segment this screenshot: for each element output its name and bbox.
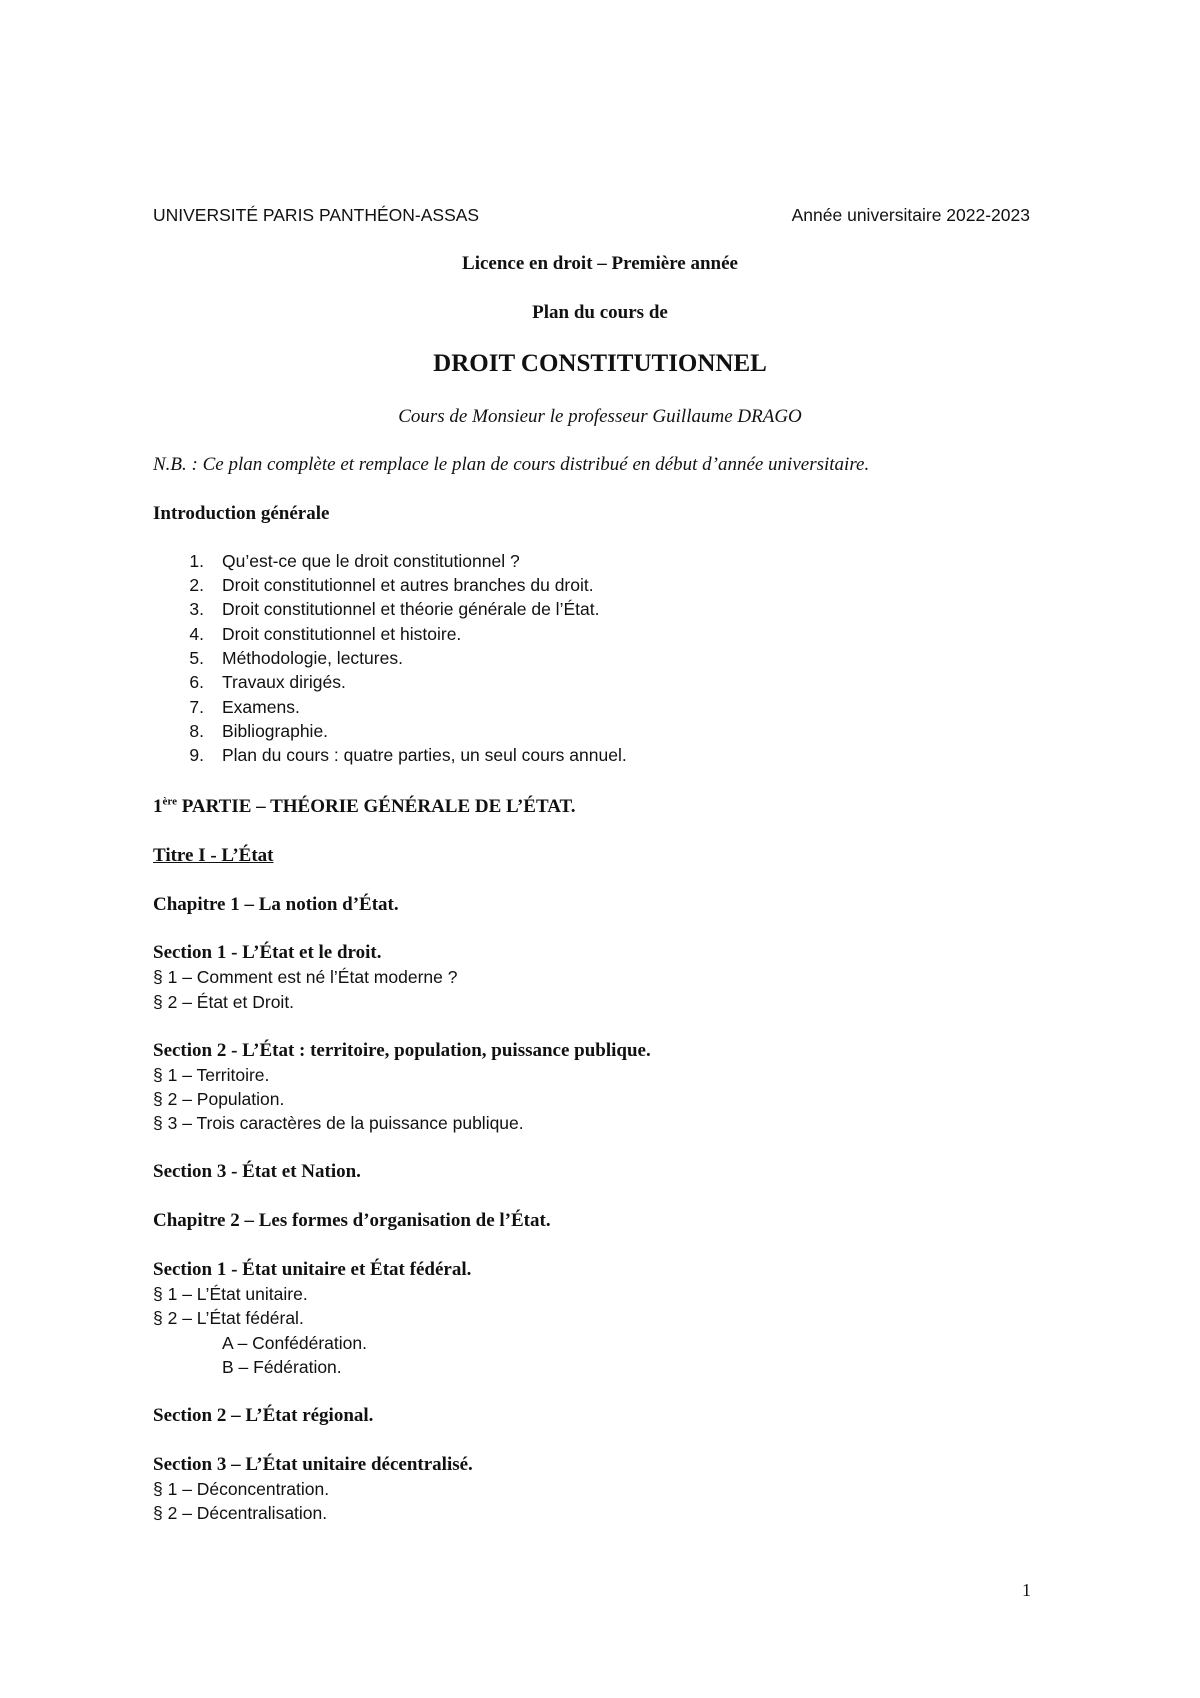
list-item: 2. Droit constitutionnel et autres branches du droit. (189, 575, 594, 595)
chapitre1-heading: Chapitre 1 – La notion d’État. (153, 894, 399, 915)
professor-line: Cours de Monsieur le professeur Guillaume DRAGO (398, 406, 802, 427)
chap1-section2-heading: Section 2 - L’État : territoire, population, puissance publique. (153, 1040, 651, 1061)
chap2-section1-heading: Section 1 - État unitaire et État fédéral. (153, 1259, 472, 1280)
chap2-section1-item: § 2 – L’État fédéral. (153, 1308, 304, 1328)
list-item: 6. Travaux dirigés. (189, 672, 346, 692)
note-line: N.B. : Ce plan complète et remplace le plan de cours distribué en début d’année universitaire. (153, 454, 870, 475)
part1-heading: 1ère PARTIE – THÉORIE GÉNÉRALE DE L’ÉTAT. (153, 795, 576, 817)
chap2-section2-heading: Section 2 – L’État régional. (153, 1405, 374, 1426)
list-item: 1. Qu’est-ce que le droit constitutionnel ? (189, 551, 520, 571)
page-number: 1 (1022, 1580, 1031, 1600)
chap2-section3-item: § 2 – Décentralisation. (153, 1503, 328, 1523)
university-name: UNIVERSITÉ PARIS PANTHÉON-ASSAS (153, 205, 480, 225)
chap2-section1-item: § 1 – L’État unitaire. (153, 1284, 308, 1304)
list-item: 8. Bibliographie. (189, 721, 329, 741)
chap2-section1-subitem: A – Confédération. (222, 1333, 367, 1353)
list-item: 9. Plan du cours : quatre parties, un seul cours annuel. (189, 745, 627, 765)
list-item: 4. Droit constitutionnel et histoire. (189, 624, 462, 644)
document-title: DROIT CONSTITUTIONNEL (433, 350, 767, 377)
list-item: 5. Méthodologie, lectures. (189, 648, 403, 668)
list-item: 3. Droit constitutionnel et théorie générale de l’État. (189, 599, 600, 619)
chapitre2-heading: Chapitre 2 – Les formes d’organisation de l’État. (153, 1210, 551, 1231)
course-plan-label: Plan du cours de (532, 302, 668, 323)
list-item: 7. Examens. (189, 697, 300, 717)
degree-subtitle: Licence en droit – Première année (462, 253, 738, 274)
chap2-section3-item: § 1 – Déconcentration. (153, 1479, 330, 1499)
chap1-section2-item: § 3 – Trois caractères de la puissance publique. (153, 1113, 524, 1133)
chap1-section2-item: § 2 – Population. (153, 1089, 285, 1109)
chap1-section1-heading: Section 1 - L’État et le droit. (153, 942, 382, 963)
intro-heading: Introduction générale (153, 503, 330, 524)
titre1-heading: Titre I - L’État (153, 845, 274, 866)
chap1-section2-item: § 1 – Territoire. (153, 1065, 270, 1085)
chap2-section3-heading: Section 3 – L’État unitaire décentralisé. (153, 1454, 473, 1475)
chap1-section1-item: § 1 – Comment est né l’État moderne ? (153, 967, 458, 987)
academic-year: Année universitaire 2022-2023 (791, 205, 1030, 225)
chap2-section1-subitem: B – Fédération. (222, 1357, 342, 1377)
chap1-section1-item: § 2 – État et Droit. (153, 992, 295, 1012)
chap1-section3-heading: Section 3 - État et Nation. (153, 1161, 361, 1182)
